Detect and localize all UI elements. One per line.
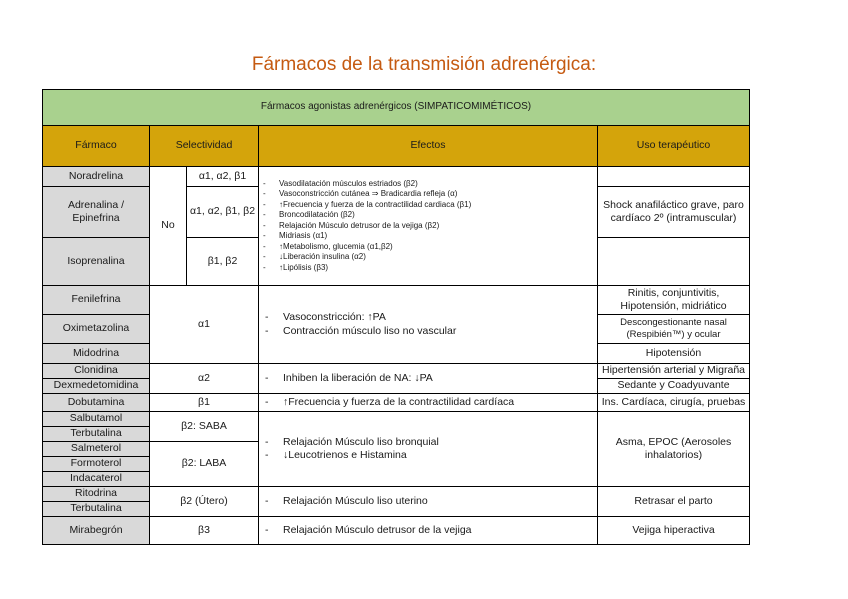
uso-cell: Hipotensión xyxy=(598,344,750,364)
selectivity-cell: α1, α2, β1 xyxy=(187,167,259,187)
selectivity-cell: β3 xyxy=(150,517,259,545)
page-title: Fármacos de la transmisión adrenérgica: xyxy=(251,54,597,75)
drug-cell: Dobutamina xyxy=(43,394,150,412)
uso-cell: Retrasar el parto xyxy=(598,487,750,517)
effects-list xyxy=(259,364,598,394)
effects-list xyxy=(259,394,598,412)
drug-cell: Noradrelina xyxy=(43,167,150,187)
effect-item: - Relajación Músculo detrusor de la vejiga xyxy=(283,524,595,537)
effect-item: - Midriasis (α1) xyxy=(279,231,595,242)
uso-cell: Shock anafiláctico grave, paro cardíaco 2º (intramuscular) xyxy=(598,187,750,238)
header-selectividad: Selectividad xyxy=(150,126,259,167)
drug-cell: Adrenalina / Epinefrina xyxy=(43,187,150,238)
effect-item: - Vasodilatación músculos estriados (β2) xyxy=(279,179,595,190)
effect-item: - Relajación Músculo detrusor de la vejiga (β2) xyxy=(279,221,595,232)
effect-item: - Vasoconstricción cutánea ⇒ Bradicardia refleja (α) xyxy=(279,189,595,200)
effects-list xyxy=(259,487,598,517)
effects-list xyxy=(259,286,598,364)
effects-list xyxy=(259,167,598,286)
effect-item: - ↓Liberación insulina (α2) xyxy=(279,252,595,263)
header-efectos: Efectos xyxy=(259,126,598,167)
drug-cell: Salmeterol xyxy=(43,442,150,457)
selectivity-cell: β2 (Útero) xyxy=(150,487,259,517)
drug-cell: Terbutalina xyxy=(43,502,150,517)
effect-item: - Inhiben la liberación de NA: ↓PA xyxy=(283,372,595,385)
adrenergic-drugs-table xyxy=(42,89,750,545)
effect-item: - Broncodilatación (β2) xyxy=(279,210,595,221)
effect-item: - Relajación Músculo liso uterino xyxy=(283,495,595,508)
uso-cell: Descongestionante nasal (Respibién™) y ocular xyxy=(598,315,750,344)
effect-item: - ↑Frecuencia y fuerza de la contractilidad cardiaca (β1) xyxy=(279,200,595,211)
selectivity-cell: β1 xyxy=(150,394,259,412)
uso-cell: Ins. Cardíaca, cirugía, pruebas xyxy=(598,394,750,412)
selectivity-cell: β2: LABA xyxy=(150,442,259,487)
table-row xyxy=(43,487,750,502)
drug-cell: Dexmedetomidina xyxy=(43,379,150,394)
effect-item: - ↑Lipólisis (β3) xyxy=(279,263,595,274)
drug-cell: Midodrina xyxy=(43,344,150,364)
drug-cell: Terbutalina xyxy=(43,427,150,442)
header-uso: Uso terapéutico xyxy=(598,126,750,167)
effect-item: - Contracción músculo liso no vascular xyxy=(283,325,595,338)
selectivity-no: No xyxy=(150,167,187,286)
effect-item: - ↓Leucotrienos e Histamina xyxy=(283,449,595,462)
drug-cell: Mirabegrón xyxy=(43,517,150,545)
drug-cell: Salbutamol xyxy=(43,412,150,427)
effects-list xyxy=(259,517,598,545)
effect-item: - Relajación Músculo liso bronquial xyxy=(283,436,595,449)
uso-cell-empty xyxy=(598,167,750,187)
effects-list xyxy=(259,412,598,487)
header-farmaco: Fármaco xyxy=(43,126,150,167)
drug-cell: Oximetazolina xyxy=(43,315,150,344)
effect-item: - ↑Metabolismo, glucemia (α1,β2) xyxy=(279,242,595,253)
selectivity-cell: α1, α2, β1, β2 xyxy=(187,187,259,238)
drug-cell: Isoprenalina xyxy=(43,238,150,286)
uso-cell: Sedante y Coadyuvante xyxy=(598,379,750,394)
uso-cell: Rinitis, conjuntivitis, Hipotensión, midriático xyxy=(598,286,750,315)
uso-cell: Hipertensión arterial y Migraña xyxy=(598,364,750,379)
drug-cell: Indacaterol xyxy=(43,472,150,487)
drug-cell: Fenilefrina xyxy=(43,286,150,315)
uso-cell-empty xyxy=(598,238,750,286)
table-row xyxy=(43,517,750,545)
uso-cell: Vejiga hiperactiva xyxy=(598,517,750,545)
selectivity-cell: β2: SABA xyxy=(150,412,259,442)
table-banner: Fármacos agonistas adrenérgicos (SIMPATICOMIMÉTICOS) xyxy=(43,90,750,126)
effect-item: - Vasoconstricción: ↑PA xyxy=(283,311,595,324)
table-row xyxy=(43,394,750,412)
table-row xyxy=(43,412,750,427)
selectivity-cell: α2 xyxy=(150,364,259,394)
drug-cell: Formoterol xyxy=(43,457,150,472)
table-row xyxy=(43,286,750,315)
table-row xyxy=(43,167,750,187)
drug-cell: Clonidina xyxy=(43,364,150,379)
selectivity-cell: α1 xyxy=(150,286,259,364)
uso-cell: Asma, EPOC (Aerosoles inhalatorios) xyxy=(598,412,750,487)
drug-cell: Ritodrina xyxy=(43,487,150,502)
effect-item: - ↑Frecuencia y fuerza de la contractilidad cardíaca xyxy=(283,396,595,409)
selectivity-cell: β1, β2 xyxy=(187,238,259,286)
header-row xyxy=(43,126,750,167)
table-row xyxy=(43,364,750,379)
